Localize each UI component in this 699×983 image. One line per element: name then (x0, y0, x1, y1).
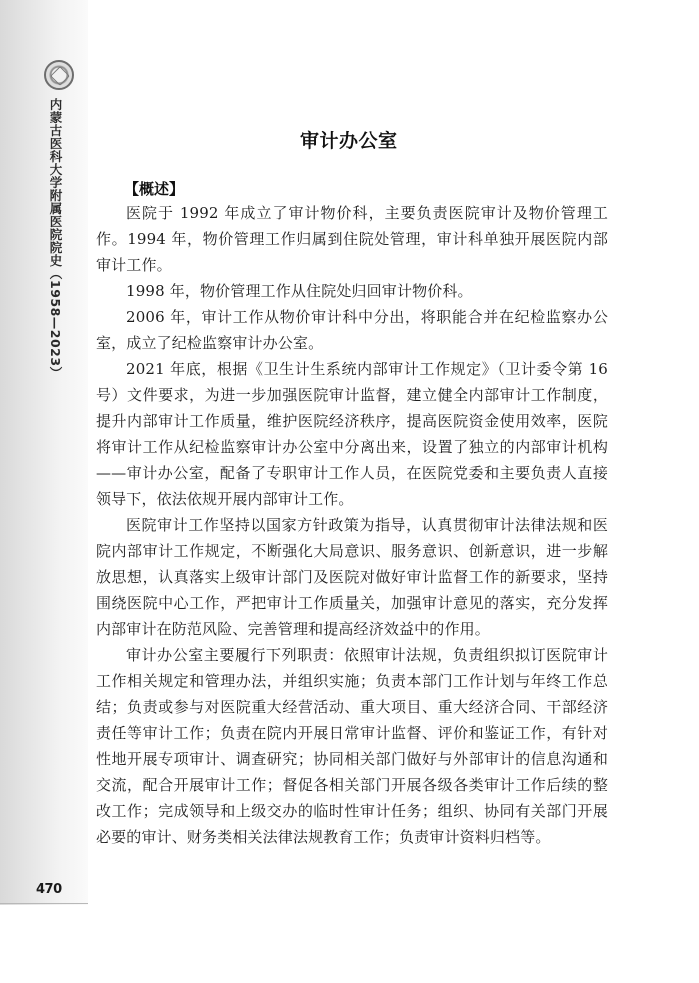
university-logo-icon (44, 60, 74, 90)
paragraph-6: 审计办公室主要履行下列职责：依照审计法规，负责组织拟订医院审计工作相关规定和管理办法，并组织实施；负责本部门工作计划与年终工作总结；负责或参与对医院重大经营活动、重大项目、重大经济合同、干部经济责任等审计工作；负责在院内开展日常审计监督、评价和鉴证工作，有针对性地开展专项审计、调查研究；协同相关部门做好与外部审计的信息沟通和交流，配合开展审计工作；督促各相关部门开展各级各类审计工作后续的整改工作；完成领导和上级交办的临时性审计任务；组织、协同有关部门开展必要的审计、财务类相关法律法规教育工作；负责审计资料归档等。 (96, 646, 608, 846)
paragraph-3: 2006 年，审计工作从物价审计科中分出，将职能合并在纪检监察办公室，成立了纪检监察审计办公室。 (96, 308, 608, 352)
paragraph-1: 医院于 1992 年成立了审计物价科，主要负责医院审计及物价管理工作。1994 年，物价管理工作归属到住院处管理，审计科单独开展医院内部审计工作。 (96, 204, 608, 274)
margin-bottom-white (0, 905, 88, 983)
page-title: 审计办公室 (300, 130, 398, 152)
paragraph-5: 医院审计工作坚持以国家方针政策为指导，认真贯彻审计法律法规和医院内部审计工作规定，不断强化大局意识、服务意识、创新意识，进一步解放思想，认真落实上级审计部门及医院对做好审计监督工作的新要求，坚持围绕医院中心工作，严把审计工作质量关，加强审计意见的落实，充分发挥内部审计在防范风险、完善管理和提高经济效益中的作用。 (96, 516, 608, 638)
page-number: 470 (36, 882, 62, 897)
book-title-vertical: 内蒙古医科大学附属医院院史（1958—2023） (48, 98, 63, 380)
body-text (96, 200, 608, 850)
logo-emblem (50, 66, 70, 86)
paragraph-2: 1998 年，物价管理工作从住院处归回审计物价科。 (126, 282, 473, 300)
margin-shade (0, 0, 88, 983)
margin-bar (0, 0, 88, 983)
paragraph-4: 2021 年底，根据《卫生计生系统内部审计工作规定》（卫计委令第 16 号）文件要求，为进一步加强医院审计监督，建立健全内部审计工作制度，提升内部审计工作质量，维护医院经济秩序，提高医院资金使用效率，医院将审计工作从纪检监察审计办公室中分离出来，设置了独立的内部审计机构——审计办公室，配备了专职审计工作人员，在医院党委和主要负责人直接领导下，依法依规开展内部审计工作。 (96, 360, 608, 508)
section-heading: 【概述】 (124, 180, 185, 198)
page-number-rule (0, 903, 88, 904)
